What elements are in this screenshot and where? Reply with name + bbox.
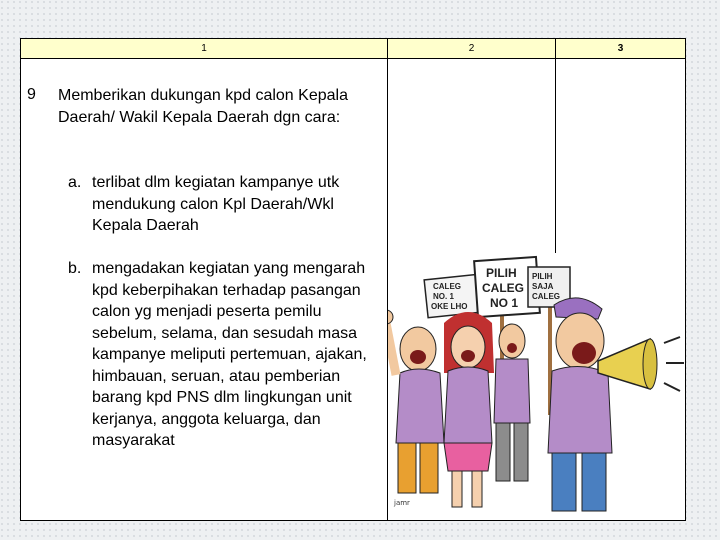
list-marker: b. <box>68 260 82 277</box>
protester-small <box>494 324 530 481</box>
campaign-cartoon-illustration <box>388 253 685 520</box>
artist-signature: jamr <box>394 499 410 507</box>
protester-woman <box>444 312 494 507</box>
sign-left-line-2: NO. 1 <box>433 292 454 301</box>
sign-center-line-1: PILIH <box>486 266 517 280</box>
row-intro-text: Memberikan dukungan kpd calon Kepala Daerah/ Wakil Kepala Daerah dgn cara: <box>58 87 348 126</box>
protester-left <box>388 310 444 493</box>
protester-megaphone <box>548 298 612 511</box>
header-col-2: 2 <box>468 43 475 54</box>
megaphone <box>598 337 684 391</box>
list-item-a <box>68 172 383 237</box>
column-divider-2 <box>555 39 556 253</box>
cartoon-svg <box>388 253 685 520</box>
sign-right-line-2: SAJA <box>532 282 554 291</box>
sign-center-line-3: NO 1 <box>490 296 519 310</box>
sign-left-line-3: OKE LHO <box>431 302 468 311</box>
row-number: 9 <box>27 86 36 103</box>
content-table <box>20 38 686 521</box>
header-row <box>21 39 685 59</box>
sign-center-line-2: CALEG <box>482 281 524 295</box>
sign-left <box>424 274 482 317</box>
sign-right-line-1: PILIH <box>532 272 553 281</box>
list-item-text: terlibat dlm kegiatan kampanye utk mendukung calon Kpl Daerah/Wkl Kepala Daerah <box>92 174 340 234</box>
list-item-text: mengadakan kegiatan yang mengarah kpd keberpihakan terhadap pasangan calon yg menjadi peserta pemilu sebelum, selama, dan sesudah masa kampanye meliputi pertemuan, ajakan, himbauan, seruan, atau pemberian barang kpd PNS dlm lingkungan unit kerjanya, anggota keluarga, dan masyarakat <box>92 260 367 449</box>
header-col-1: 1 <box>201 43 207 54</box>
list-marker: a. <box>68 174 82 191</box>
sign-left-line-1: CALEG <box>433 282 461 291</box>
sign-right-line-3: CALEG <box>532 292 560 301</box>
list-item-b <box>68 258 383 452</box>
header-col-3: 3 <box>617 43 624 54</box>
